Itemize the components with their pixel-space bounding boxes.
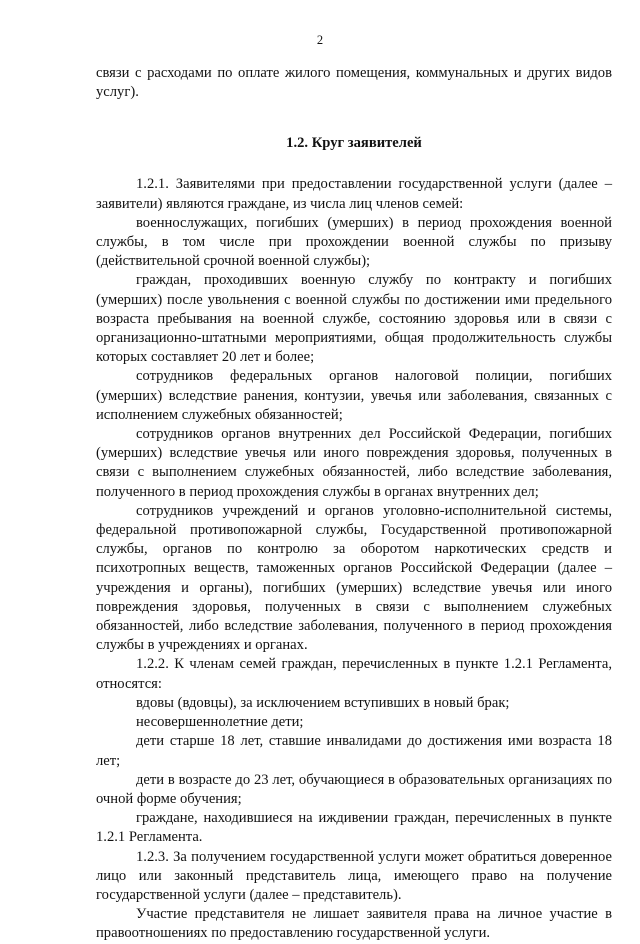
- paragraph: несовершеннолетние дети;: [136, 714, 304, 731]
- intro-paragraph: связи с расходами по оплате жилого помещения, коммунальных и других видов услуг).: [96, 65, 612, 101]
- paragraph: военнослужащих, погибших (умерших) в период прохождения военной службы, в том числе при прохождении военной службы по призыву (действительной срочной военной службы);: [96, 214, 612, 270]
- document-body: [96, 64, 612, 944]
- paragraph: сотрудников федеральных органов налоговой полиции, погибших (умерших) вследствие ранения, контузии, увечья или заболевания, связанных с исполнением служебных обязанностей;: [96, 368, 612, 423]
- paragraph: 1.2.1. Заявителями при предоставлении государственной услуги (далее – заявители) являются граждане, из числа лиц членов семей:: [96, 176, 612, 212]
- paragraph: 1.2.3. За получением государственной услуги может обратиться доверенное лицо или законный представитель лица, имеющего право на получение государственной услуги (далее – представитель).: [96, 848, 612, 903]
- paragraph: граждане, находившиеся на иждивении граждан, перечисленных в пункте 1.2.1 Регламента.: [96, 810, 612, 846]
- paragraph: дети в возрасте до 23 лет, обучающиеся в образовательных организациях по очной форме обучения;: [96, 771, 612, 807]
- page-number: 2: [316, 33, 324, 47]
- section-heading: 1.2. Круг заявителей: [286, 135, 422, 152]
- paragraph: сотрудников учреждений и органов уголовно-исполнительной системы, федеральной противопожарной службы, Государственной противопожарной службы, органов по контролю за оборотом наркотических средств и психотропных веществ, таможенных органов Российской Федерации (далее – учреждения и органы), погибших (умерших) вследствие увечья или иного повреждения здоровья, полученных в связи с выполнением служебных обязанностей, либо вследствие заболевания, полученного в период прохождения службы в учреждениях и органах.: [96, 502, 612, 654]
- paragraph: 1.2.2. К членам семей граждан, перечисленных в пункте 1.2.1 Регламента, относятся:: [96, 656, 612, 692]
- paragraph: Участие представителя не лишает заявителя права на личное участие в правоотношениях по предоставлению государственной услуги.: [96, 906, 612, 942]
- paragraph: дети старше 18 лет, ставшие инвалидами до достижения ими возраста 18 лет;: [96, 733, 612, 769]
- paragraph-list: [96, 175, 612, 943]
- paragraph: граждан, проходивших военную службу по контракту и погибших (умерших) после увольнения с военной службы по достижении ими предельного возраста пребывания на военной службе, состоянию здоровья или в связи с организационно-штатными мероприятиями, общая продолжительность службы которых составляет 20 лет и более;: [96, 272, 612, 366]
- paragraph: вдовы (вдовцы), за исключением вступивших в новый брак;: [136, 694, 510, 711]
- paragraph: сотрудников органов внутренних дел Российской Федерации, погибших (умерших) вследствие увечья или иного повреждения здоровья, полученных в связи с выполнением служебных обязанностей, либо вследствие заболевания, полученного в период прохождения службы в органах внутренних дел;: [96, 426, 612, 500]
